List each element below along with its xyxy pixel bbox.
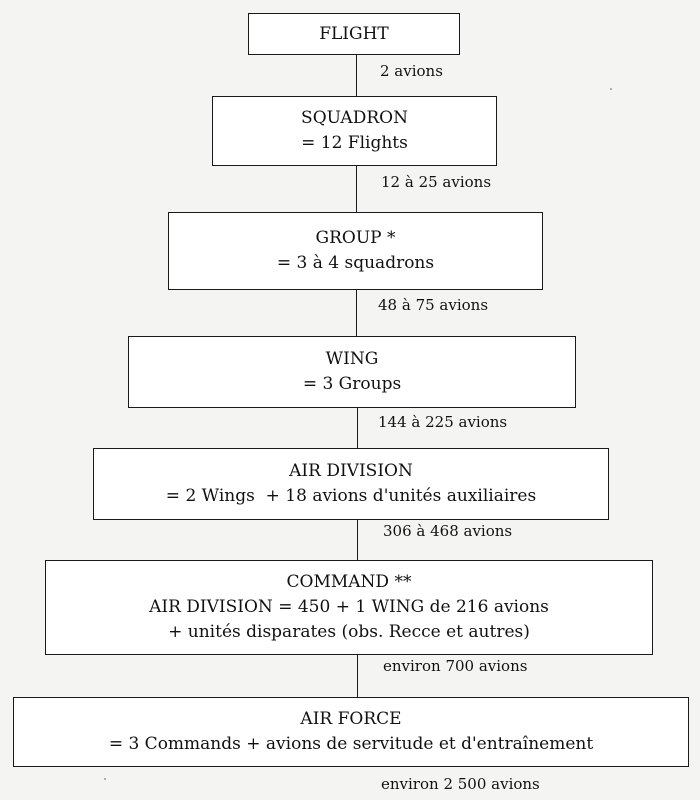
squadron-aircraft-count: 12 à 25 avions bbox=[381, 173, 492, 191]
command-title: COMMAND ** bbox=[286, 572, 412, 592]
squadron-box bbox=[212, 96, 497, 166]
squadron-composition: = 12 Flights bbox=[301, 133, 408, 153]
connector-group-wing bbox=[356, 290, 357, 336]
air-division-title: AIR DIVISION bbox=[289, 461, 413, 481]
group-title: GROUP * bbox=[315, 228, 396, 248]
group-composition: = 3 à 4 squadrons bbox=[276, 253, 435, 273]
command-aircraft-count: environ 700 avions bbox=[383, 657, 528, 675]
air-division-box bbox=[93, 448, 609, 520]
paper-speck bbox=[610, 88, 612, 90]
command-extra-units: + unités disparates (obs. Recce et autres) bbox=[168, 622, 530, 642]
command-composition: AIR DIVISION = 450 + 1 WING de 216 avions bbox=[149, 597, 549, 617]
connector-command-airforce bbox=[357, 655, 358, 697]
group-aircraft-count: 48 à 75 avions bbox=[378, 296, 489, 314]
paper-speck bbox=[104, 778, 106, 780]
wing-aircraft-count: 144 à 225 avions bbox=[378, 413, 508, 431]
squadron-title: SQUADRON bbox=[301, 108, 408, 128]
air-force-box bbox=[13, 697, 689, 767]
air-force-title: AIR FORCE bbox=[300, 709, 402, 729]
command-box bbox=[45, 560, 653, 655]
wing-box bbox=[128, 336, 576, 408]
air-division-composition: = 2 Wings + 18 avions d'unités auxiliaires bbox=[165, 486, 537, 506]
air-force-composition: = 3 Commands + avions de servitude et d'entraînement bbox=[108, 734, 594, 754]
air-division-aircraft-count: 306 à 468 avions bbox=[383, 522, 513, 540]
group-box bbox=[168, 212, 543, 290]
wing-title: WING bbox=[325, 349, 379, 369]
connector-squadron-group bbox=[356, 166, 357, 212]
flight-box bbox=[248, 13, 460, 55]
connector-airdivision-command bbox=[357, 520, 358, 560]
connector-flight-squadron bbox=[356, 55, 357, 96]
connector-wing-airdivision bbox=[357, 408, 358, 448]
air-force-aircraft-count: environ 2 500 avions bbox=[381, 775, 540, 793]
wing-composition: = 3 Groups bbox=[302, 374, 402, 394]
flight-title: FLIGHT bbox=[319, 23, 389, 44]
flight-aircraft-count: 2 avions bbox=[380, 62, 443, 80]
